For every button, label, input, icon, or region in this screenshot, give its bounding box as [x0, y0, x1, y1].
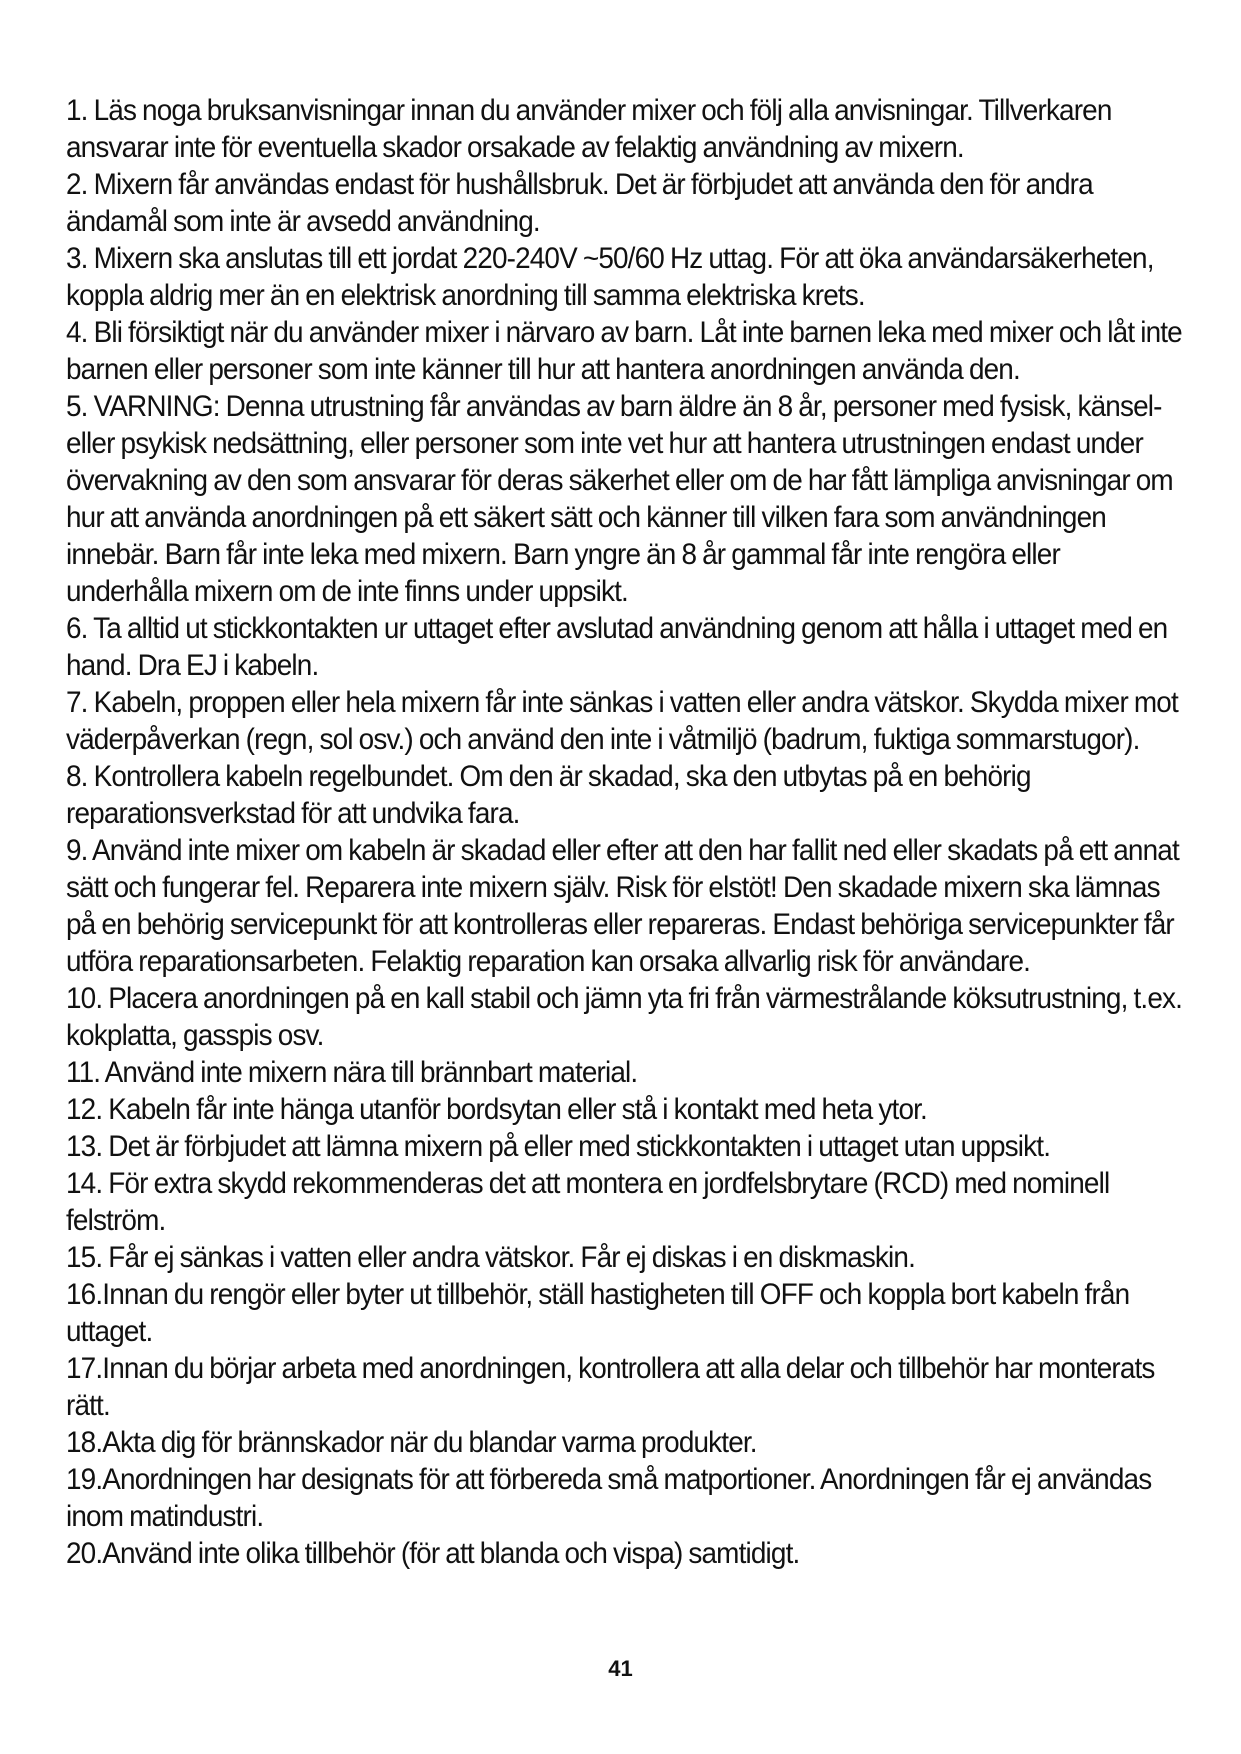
instruction-15: 15. Får ej sänkas i vatten eller andra vätskor. Får ej diskas i en diskmaskin.	[66, 1241, 916, 1274]
instruction-5: 5. VARNING: Denna utrustning får användas av barn äldre än 8 år, personer med fysisk, känsel- eller psykisk nedsättning, eller personer som inte vet hur att hantera utrustningen endast under övervakning av den som ansvarar för deras säkerhet eller om de har fått lämpliga anvisningar om hur att använda anordningen på ett säkert sätt och känner till vilken fara som användningen innebär. Barn får inte leka med mixern. Barn yngre än 8 år gammal får inte rengöra eller underhålla mixern om de inte finns under uppsikt.	[66, 390, 1173, 608]
instruction-16: 16.Innan du rengör eller byter ut tillbehör, ställ hastigheten till OFF och koppla bort kabeln från uttaget.	[66, 1278, 1130, 1348]
instruction-18: 18.Akta dig för brännskador när du blandar varma produkter.	[66, 1426, 757, 1459]
safety-instructions-list	[66, 92, 1186, 1572]
instruction-19: 19.Anordningen har designats för att förbereda små matportioner. Anordningen får ej användas inom matindustri.	[66, 1463, 1152, 1533]
instruction-17: 17.Innan du börjar arbeta med anordningen, kontrollera att alla delar och tillbehör har monterats rätt.	[66, 1352, 1155, 1422]
instruction-13: 13. Det är förbjudet att lämna mixern på eller med stickkontakten i uttaget utan uppsikt.	[66, 1130, 1051, 1163]
instruction-12: 12. Kabeln får inte hänga utanför bordsytan eller stå i kontakt med heta ytor.	[66, 1093, 927, 1126]
instruction-2: 2. Mixern får användas endast för hushållsbruk. Det är förbjudet att använda den för andra ändamål som inte är avsedd användning.	[66, 168, 1093, 238]
instruction-6: 6. Ta alltid ut stickkontakten ur uttaget efter avslutad användning genom att hålla i uttaget med en hand. Dra EJ i kabeln.	[66, 612, 1168, 682]
instruction-11: 11. Använd inte mixern nära till brännbart material.	[66, 1056, 638, 1089]
instruction-20: 20.Använd inte olika tillbehör (för att blanda och vispa) samtidigt.	[66, 1537, 800, 1570]
page-number: 41	[608, 1656, 633, 1681]
instruction-7: 7. Kabeln, proppen eller hela mixern får inte sänkas i vatten eller andra vätskor. Skydda mixer mot väderpåverkan (regn, sol osv.) och använd den inte i våtmiljö (badrum, fuktiga sommarstugor).	[66, 686, 1178, 756]
instruction-1: 1. Läs noga bruksanvisningar innan du använder mixer och följ alla anvisningar. Tillverkaren ansvarar inte för eventuella skador orsakade av felaktig användning av mixern.	[66, 94, 1112, 164]
manual-page	[66, 92, 1186, 1572]
instruction-4: 4. Bli försiktigt när du använder mixer i närvaro av barn. Låt inte barnen leka med mixer och låt inte barnen eller personer som inte känner till hur att hantera anordningen använda den.	[66, 316, 1182, 386]
instruction-9: 9. Använd inte mixer om kabeln är skadad eller efter att den har fallit ned eller skadats på ett annat sätt och fungerar fel. Reparera inte mixern själv. Risk för elstöt! Den skadade mixern ska lämnas på en behörig servicepunkt för att kontrolleras eller repareras. Endast behöriga servicepunkter får utföra reparationsarbeten. Felaktig reparation kan orsaka allvarlig risk för användare.	[66, 834, 1179, 978]
instruction-8: 8. Kontrollera kabeln regelbundet. Om den är skadad, ska den utbytas på en behörig reparationsverkstad för att undvika fara.	[66, 760, 1031, 830]
instruction-10: 10. Placera anordningen på en kall stabil och jämn yta fri från värmestrålande köksutrustning, t.ex. kokplatta, gasspis osv.	[66, 982, 1183, 1052]
instruction-14: 14. För extra skydd rekommenderas det att montera en jordfelsbrytare (RCD) med nominell felström.	[66, 1167, 1110, 1237]
instruction-3: 3. Mixern ska anslutas till ett jordat 220-240V ~50/60 Hz uttag. För att öka användarsäkerheten, koppla aldrig mer än en elektrisk anordning till samma elektriska krets.	[66, 242, 1154, 312]
